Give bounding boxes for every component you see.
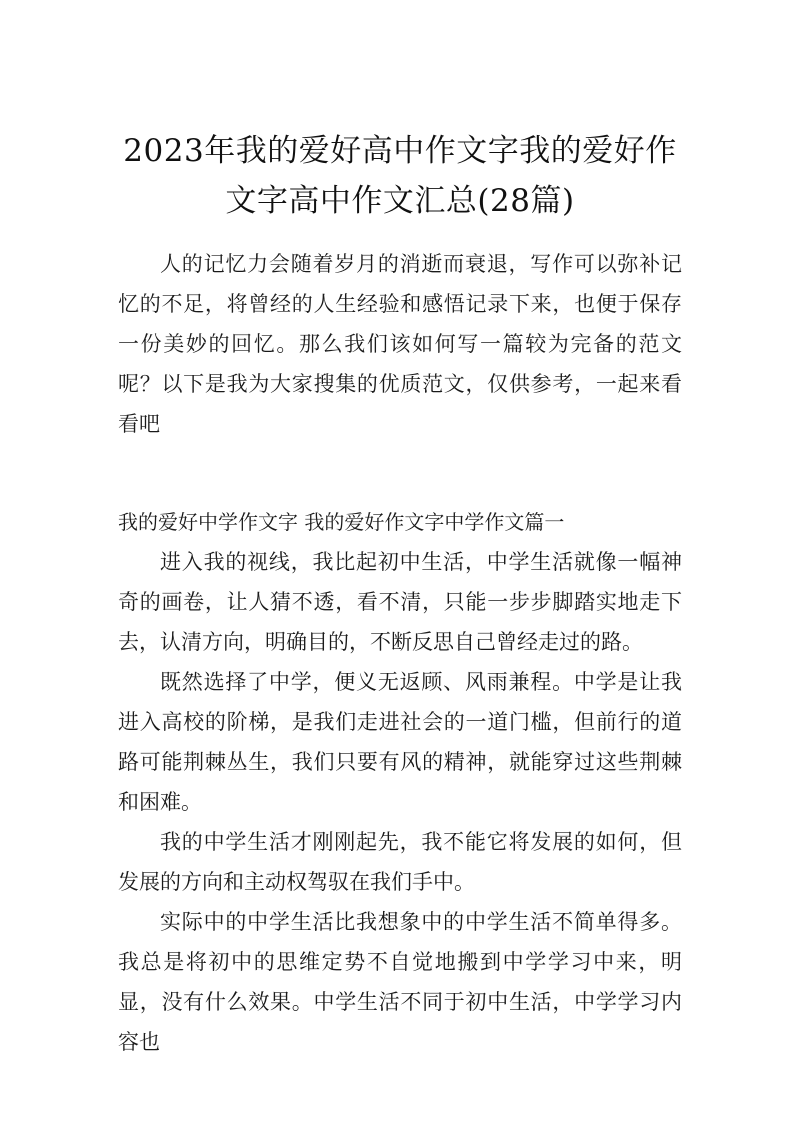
document-body <box>118 244 682 1062</box>
section-spacer <box>118 444 682 502</box>
body-paragraph: 进入我的视线，我比起初中生活，中学生活就像一幅神奇的画卷，让人猜不透，看不清，只能一步步脚踏实地走下去，认清方向，明确目的，不断反思自己曾经走过的路。 <box>118 550 682 654</box>
body-paragraph: 我的中学生活才刚刚起先，我不能它将发展的如何，但发展的方向和主动权驾驭在我们手中。 <box>118 830 682 894</box>
section-heading: 我的爱好中学作文字 我的爱好作文字中学作文篇一 <box>118 510 565 534</box>
intro-paragraph: 人的记忆力会随着岁月的消逝而衰退，写作可以弥补记忆的不足，将曾经的人生经验和感悟记录下来，也便于保存一份美妙的回忆。那么我们该如何写一篇较为完备的范文呢？以下是我为大家搜集的优质范文，仅供参考，一起来看看吧 <box>118 252 682 436</box>
document-title: 2023年我的爱好高中作文字我的爱好作文字高中作文汇总(28篇) <box>123 133 677 219</box>
body-paragraph: 既然选择了中学，便义无返顾、风雨兼程。中学是让我进入高校的阶梯，是我们走进社会的一道门槛，但前行的道路可能荆棘丛生，我们只要有风的精神，就能穿过这些荆棘和困难。 <box>118 670 682 814</box>
body-paragraph: 实际中的中学生活比我想象中的中学生活不简单得多。我总是将初中的思维定势不自觉地搬到中学学习中来，明显，没有什么效果。中学生活不同于初中生活，中学学习内容也 <box>118 910 682 1054</box>
